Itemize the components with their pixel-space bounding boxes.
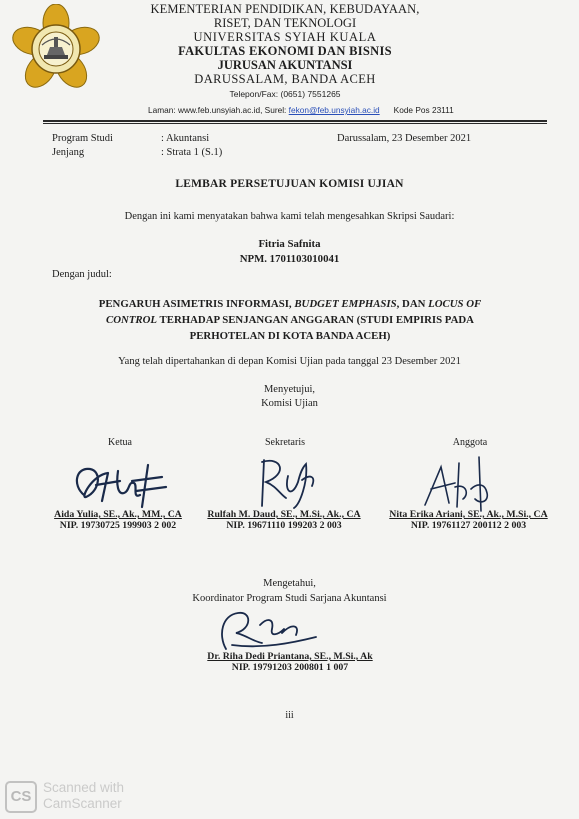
letterhead	[120, 2, 450, 101]
university-name: UNIVERSITAS SYIAH KUALA	[193, 30, 377, 44]
ministry-line-2: RISET, DAN TEKNOLOGI	[213, 16, 357, 30]
koordinator-nip: NIP. 19791203 200801 1 007	[231, 662, 349, 673]
watermark-text	[43, 780, 124, 812]
thesis-title	[60, 296, 520, 344]
page-number: iii	[285, 710, 294, 721]
know-text: Mengetahui,	[263, 578, 316, 589]
sekretaris-name: Rulfah M. Daud, SE., M.Si., Ak., CA	[207, 509, 361, 520]
contact-line	[148, 105, 568, 115]
sekretaris-signature	[250, 452, 330, 514]
watermark-line-2: CamScanner	[43, 796, 122, 811]
website-text: Laman: www.feb.unsyiah.ac.id, Surel:	[148, 105, 289, 115]
ministry-line-1: KEMENTERIAN PENDIDIKAN, KEBUDAYAAN,	[150, 2, 420, 16]
university-logo	[7, 4, 105, 94]
level-label: Jenjang	[52, 147, 85, 158]
address-line: DARUSSALAM, BANDA ACEH	[194, 72, 376, 86]
anggota-signature	[415, 453, 505, 515]
phone-line: Telepon/Fax: (0651) 7551265	[229, 89, 341, 99]
thesis-title-italic: CONTROL	[106, 314, 158, 326]
anggota-name: Nita Erika Ariani, SE., Ak., M.Si., CA	[389, 509, 548, 520]
sekretaris-block	[198, 509, 370, 531]
thesis-title-part: PERHOTELAN DI KOTA BANDA ACEH)	[189, 330, 391, 342]
document-title: LEMBAR PERSETUJUAN KOMISI UJIAN	[175, 178, 404, 190]
ketua-nip: NIP. 19730725 199903 2 002	[59, 520, 177, 531]
ketua-block	[38, 509, 198, 531]
thesis-title-part: TERHADAP SENJANGAN ANGGARAN (STUDI EMPIRIS PADA	[157, 314, 474, 326]
ketua-signature	[62, 455, 172, 515]
header-rule-thick	[43, 120, 547, 122]
thesis-title-italic: BUDGET EMPHASIS	[294, 298, 397, 310]
koordinator-name: Dr. Riha Dedi Priantana, SE., M.Si., Ak	[207, 651, 373, 662]
sekretaris-nip: NIP. 19671110 199203 2 003	[226, 520, 342, 531]
koordinator-block	[140, 651, 440, 673]
thesis-title-italic: LOCUS OF	[428, 298, 482, 310]
anggota-block	[376, 509, 561, 531]
watermark-line-1: Scanned with	[43, 780, 125, 795]
thesis-title-part: , DAN	[396, 298, 429, 310]
program-label: Program Studi	[52, 133, 113, 144]
anggota-nip: NIP. 19761127 200112 2 003	[410, 520, 527, 531]
judul-label: Dengan judul:	[52, 269, 112, 280]
defended-text: Yang telah dipertahankan di depan Komisi Ujian pada tanggal 23 Desember 2021	[118, 356, 461, 367]
approve-text: Menyetujui,	[263, 384, 316, 395]
koordinator-signature	[212, 605, 322, 655]
sekretaris-role: Sekretaris	[265, 437, 305, 448]
ketua-name: Aida Yulia, SE., Ak., MM., CA	[54, 509, 182, 520]
program-value: : Akuntansi	[161, 133, 210, 144]
committee-text: Komisi Ujian	[261, 398, 318, 409]
department-name: JURUSAN AKUNTANSI	[217, 58, 353, 72]
faculty-name: FAKULTAS EKONOMI DAN BISNIS	[178, 44, 392, 58]
place-date: Darussalam, 23 Desember 2021	[337, 133, 472, 144]
intro-text: Dengan ini kami menyatakan bahwa kami telah mengesahkan Skripsi Saudari:	[124, 211, 455, 222]
anggota-role: Anggota	[452, 437, 488, 448]
camscanner-icon: CS	[5, 781, 37, 813]
student-name: Fitria Safnita	[258, 238, 321, 250]
header-rule-thin	[43, 123, 547, 124]
email-link[interactable]: fekon@feb.unsyiah.ac.id	[288, 105, 380, 115]
thesis-title-part: PENGARUH ASIMETRIS INFORMASI,	[98, 298, 295, 310]
camscanner-watermark	[5, 778, 155, 814]
postcode-text: Kode Pos 23111	[393, 105, 454, 115]
student-npm: NPM. 1701103010041	[239, 253, 340, 265]
ketua-role: Ketua	[108, 437, 132, 448]
level-value: : Strata 1 (S.1)	[161, 147, 223, 158]
koordinator-role: Koordinator Program Studi Sarjana Akuntansi	[192, 593, 387, 604]
